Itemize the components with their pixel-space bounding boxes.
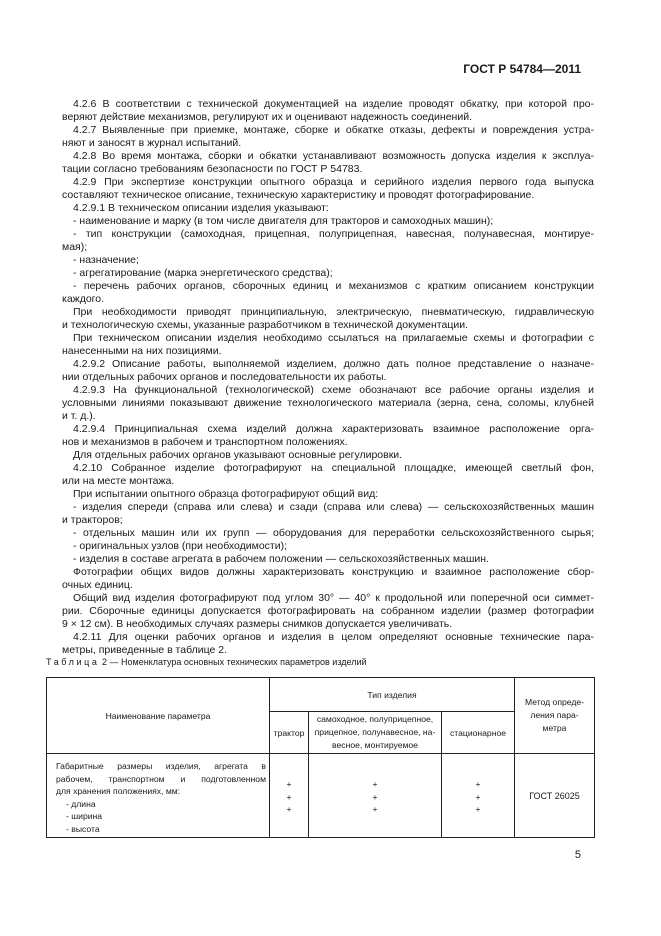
- text-line: - отдельных машин или их групп — оборудования для переработки сельскохозяйственного сырья;: [73, 527, 594, 539]
- text-line: Фотографии общих видов должны характеризовать конструкцию и взаимное расположение сбор-: [73, 566, 594, 578]
- text-line: 4.2.6 В соответствии с технической документацией на изделие проводят обкатку, при которой про-: [73, 98, 594, 110]
- text-line: 4.2.9.2 Описание работы, выполняемой изделием, должно дать полное представление о назначе-: [73, 358, 594, 370]
- text-line: - назначение;: [73, 254, 139, 266]
- parameters-table: [46, 677, 595, 838]
- text-line: метры, приведенные в таблице 2.: [62, 644, 228, 656]
- text-line: - агрегатирование (марка энергетического средства);: [73, 267, 333, 279]
- text-line: 4.2.7 Выявленные при приемке, монтаже, сборке и обкатке отказы, дефекты и повреждения устра-: [73, 124, 594, 136]
- text-line: При испытании опытного образца фотографируют общий вид:: [73, 488, 379, 500]
- text-line: 4.2.9 При экспертизе конструкции опытного образца и серийного изделия первого года выпуска: [73, 176, 594, 188]
- text-line: няют и заносят в журнал испытаний.: [62, 137, 242, 149]
- header-selfpropelled: самоходное, полуприцепное, прицепное, полунавесное, на- весное, монтируемое: [309, 712, 442, 754]
- text-line: 4.2.9.4 Принципиальная схема изделий должна характеризовать взаимное расположение орга-: [73, 423, 594, 435]
- text-line: 4.2.9.3 На функциональной (технологической) схеме обозначают все рабочие органы изделия и: [73, 384, 594, 396]
- text-line: нов и механизмов в рабочем и транспортном положениях.: [62, 436, 348, 448]
- table-caption-label: Таблица: [46, 657, 100, 667]
- document-header: ГОСТ Р 54784—2011: [463, 62, 581, 76]
- text-line: Общий вид изделия фотографируют под углом 30° — 40° к продольной или поперечной оси симмет-: [73, 592, 594, 604]
- text-line: или на месте монтажа.: [62, 475, 175, 487]
- text-line: веряют действие механизмов, регулируют их и оценивают надежность соединений.: [62, 111, 472, 123]
- text-line: и тракторов;: [62, 514, 123, 526]
- row-method: ГОСТ 26025: [515, 754, 595, 838]
- text-line: - перечень рабочих органов, сборочных единиц и механизмов с кратким описанием конструкции: [73, 280, 594, 292]
- text-line: При техническом описании изделия необходимо ссылаться на прилагаемые схемы и фотографии с: [73, 332, 594, 344]
- text-line: 4.2.11 Для оценки рабочих органов и изделия в целом определяют основные технические пара-: [73, 631, 594, 643]
- text-line: очных единиц.: [62, 579, 133, 591]
- text-line: - тип конструкции (самоходная, прицепная, полуприцепная, навесная, полунавесная, монтируе-: [73, 228, 594, 240]
- text-line: и технологическую схемы, указанные разработчиком в технической документации.: [62, 319, 468, 331]
- text-line: составляют техническое описание, техническую характеристику и проводят фотографирование.: [62, 189, 535, 201]
- row-selfpropelled: + + +: [309, 754, 442, 838]
- text-line: 4.2.9.1 В техническом описании изделия указывают:: [73, 202, 329, 214]
- text-line: каждого.: [62, 293, 105, 305]
- text-line: и т. д.).: [62, 410, 96, 422]
- text-line: - изделия в составе агрегата в рабочем положении — сельскохозяйственных машин.: [73, 553, 489, 565]
- text-line: мая);: [62, 241, 88, 253]
- text-line: - оригинальных узлов (при необходимости);: [73, 540, 288, 552]
- text-line: 9 × 12 см). В необходимых случаях размеры снимков допускается увеличивать.: [62, 618, 453, 630]
- text-line: 4.2.10 Собранное изделие фотографируют на специальной площадке, имеющей светлый фон,: [73, 462, 594, 474]
- header-method: Метод опреде- ления пара- метра: [515, 678, 595, 754]
- table-caption: [46, 657, 367, 667]
- text-line: тации согласно требованиям безопасности по ГОСТ Р 54783.: [62, 163, 363, 175]
- text-line: При необходимости приводят принципиальную, электрическую, пневматическую, гидравлическую: [73, 306, 594, 318]
- header-stationary: стационарное: [442, 712, 515, 754]
- row-tractor: + + +: [270, 754, 309, 838]
- page-number: 5: [574, 849, 581, 861]
- text-line: нии отдельных рабочих органов и последовательности их работы.: [62, 371, 387, 383]
- header-tractor: трактор: [270, 712, 309, 754]
- row-stationary: + + +: [442, 754, 515, 838]
- text-line: нанесенными на них позициями.: [62, 345, 222, 357]
- text-line: - изделия спереди (справа или слева) и сзади (справа или слева) — сельскохозяйственных машин: [73, 501, 594, 513]
- text-line: - наименование и марку (в том числе двигателя для тракторов и самоходных машин);: [73, 215, 494, 227]
- header-product-type: Тип изделия: [270, 678, 515, 712]
- row-dimensions-name: Габаритные размеры изделия, агрегата в рабочем, транспортном и подготовленном для хранения положениях, мм: - длина - ширина - высота: [47, 754, 270, 838]
- text-line: 4.2.8 Во время монтажа, сборки и обкатки устанавливают возможность допуска изделия к эксплуа-: [73, 150, 594, 162]
- text-line: условными линиями показывают движение технологического материала (зерна, сена, соломы, клубней: [62, 397, 594, 409]
- table-caption-text: 2 — Номенклатура основных технических параметров изделий: [99, 657, 367, 667]
- text-line: рии. Сборочные единицы допускается фотографировать на собранном изделии (размер фотографии: [62, 605, 594, 617]
- text-line: Для отдельных рабочих органов указывают основные регулировки.: [73, 449, 403, 461]
- header-parameter-name: Наименование параметра: [47, 678, 270, 754]
